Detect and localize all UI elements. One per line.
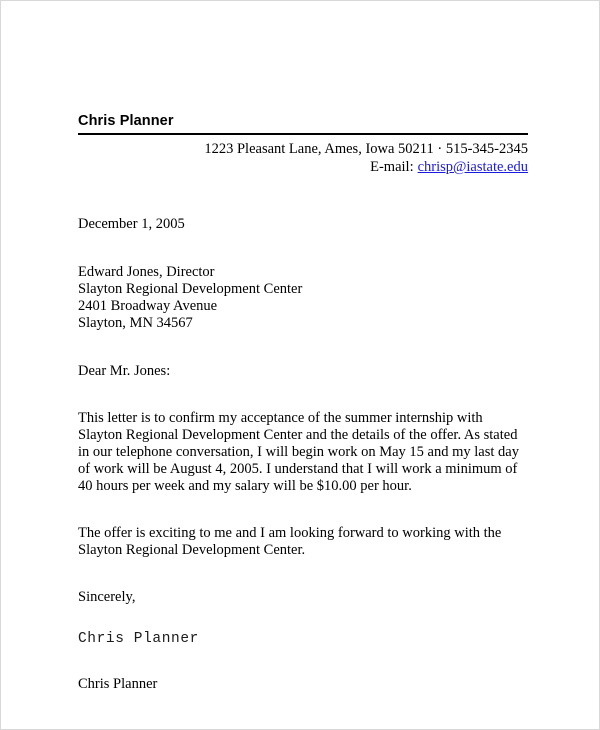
recipient-city-state-zip: Slayton, MN 34567 <box>78 315 193 331</box>
email-link[interactable]: chrisp@iastate.edu <box>417 159 528 175</box>
letterhead-divider <box>78 133 528 135</box>
recipient-name-title: Edward Jones, Director <box>78 264 215 280</box>
letterhead <box>78 113 528 176</box>
recipient-street: 2401 Broadway Avenue <box>78 298 218 314</box>
body-paragraph-2: The offer is exciting to me and I am looking forward to working with the Slayton Regional Development Center. <box>78 525 502 558</box>
address-phone-line: 1223 Pleasant Lane, Ames, Iowa 50211 · 515-345-2345 <box>204 141 528 157</box>
contact-block <box>78 140 528 176</box>
typed-signature-name: Chris Planner <box>78 676 158 692</box>
email-label: E-mail: <box>370 159 414 175</box>
email-line <box>78 158 528 176</box>
recipient-address-block <box>78 264 528 332</box>
handwritten-signature: Chris Planner <box>78 631 199 647</box>
date-line: December 1, 2005 <box>78 216 185 232</box>
letterhead-name: Chris Planner <box>78 113 174 129</box>
letter-sheet <box>78 113 528 693</box>
closing-line: Sincerely, <box>78 589 136 605</box>
recipient-organization: Slayton Regional Development Center <box>78 281 303 297</box>
body-paragraph-1: This letter is to confirm my acceptance of the summer internship with Slayton Regional Development Center and the details of the offer. As stated in our telephone conversation, I will begin work on May 15 and my last day of work will be August 4, 2005. I understand that I will work a minimum of 40 hours per week and my salary will be $10.00 per hour. <box>78 410 519 494</box>
letter-content <box>78 216 528 693</box>
salutation: Dear Mr. Jones: <box>78 363 171 379</box>
